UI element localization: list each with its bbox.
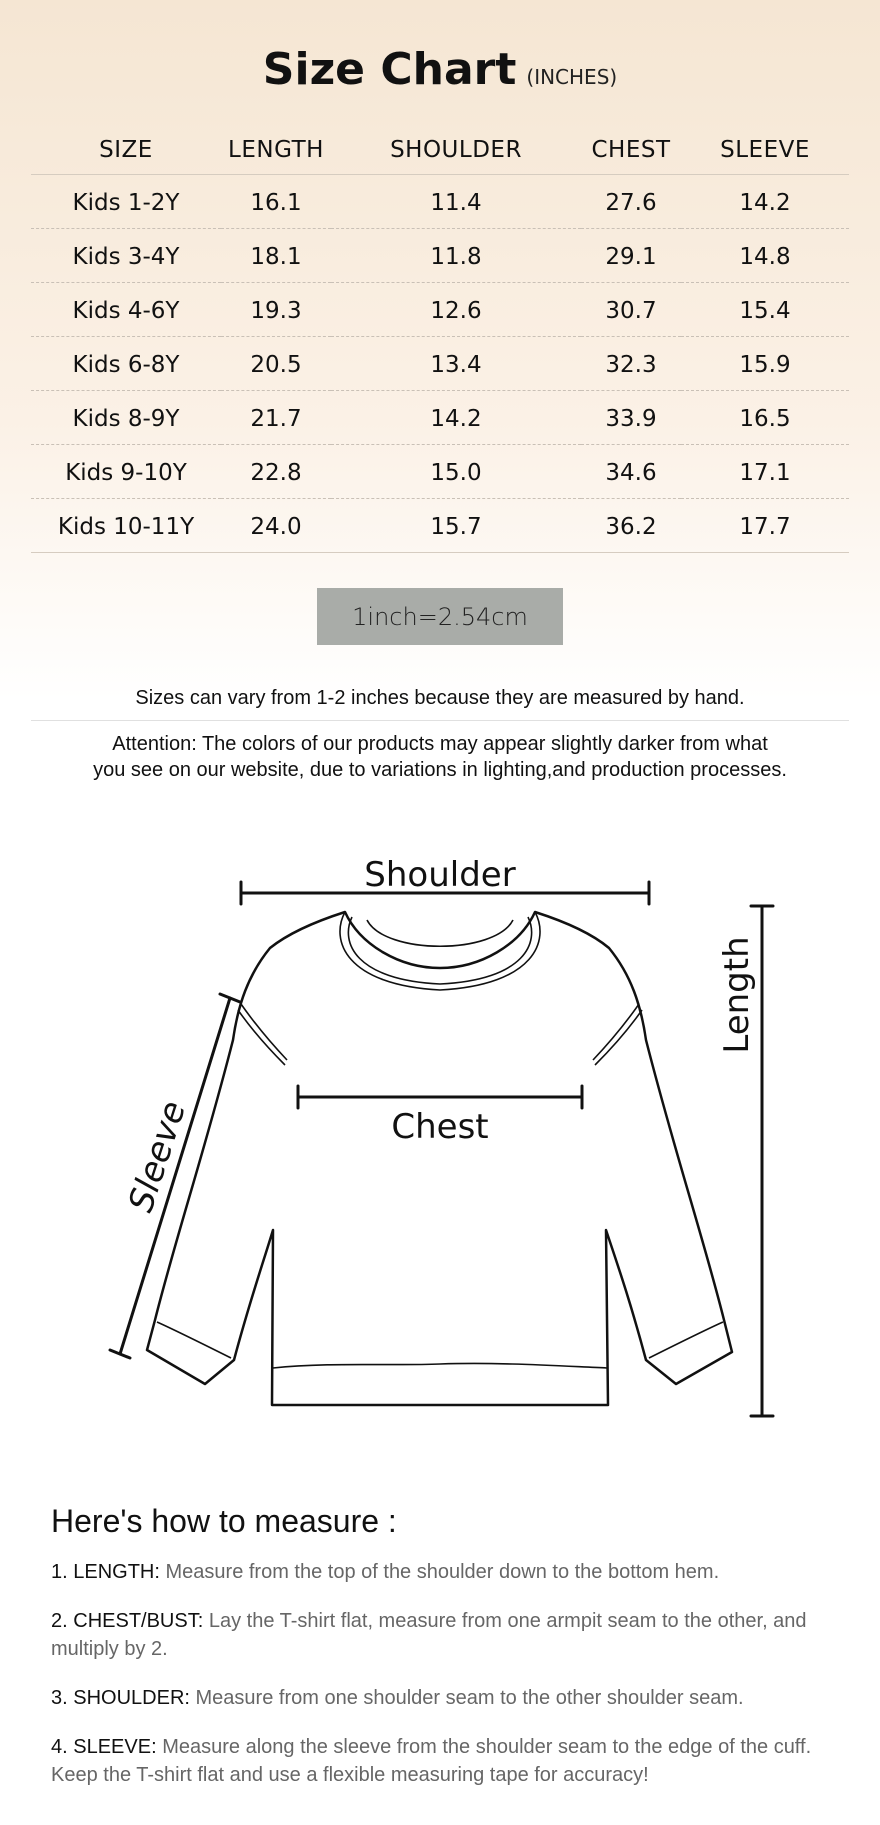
column-header: SHOULDER xyxy=(331,126,581,174)
howto-number: 2. xyxy=(51,1610,68,1632)
length-cell: 19.3 xyxy=(221,282,331,336)
howto-item-length xyxy=(51,1558,841,1586)
sleeve-label: Sleeve xyxy=(120,1096,195,1217)
shoulder-label: Shoulder xyxy=(364,855,516,895)
shoulder-cell: 14.2 xyxy=(331,390,581,444)
howto-text: Measure from the top of the shoulder down to the bottom hem. xyxy=(165,1561,720,1583)
howto-text: Lay the T-shirt flat, measure from one armpit seam to the other, and multiply by 2. xyxy=(51,1610,807,1660)
howto-list xyxy=(51,1558,841,1810)
howto-item-shoulder xyxy=(51,1684,841,1712)
chest-cell: 33.9 xyxy=(581,390,681,444)
howto-item-chest xyxy=(51,1607,841,1663)
collar-neckline xyxy=(367,920,513,946)
size-cell: Kids 10-11Y xyxy=(31,498,221,552)
sleeve-cell: 15.4 xyxy=(681,282,849,336)
length-cell: 16.1 xyxy=(221,174,331,228)
chest-cell: 36.2 xyxy=(581,498,681,552)
sweatshirt-outline xyxy=(147,912,732,1405)
howto-key: SLEEVE: xyxy=(73,1736,157,1758)
howto-key: SHOULDER: xyxy=(73,1687,190,1709)
length-cell: 21.7 xyxy=(221,390,331,444)
sleeve-cell: 17.7 xyxy=(681,498,849,552)
howto-key: CHEST/BUST: xyxy=(73,1610,204,1632)
howto-text: Measure along the sleeve from the shoulder seam to the edge of the cuff. Keep the T-shirt flat and use a flexible measuring tape for accuracy! xyxy=(51,1736,812,1786)
length-label: Length xyxy=(717,936,757,1054)
howto-number: 3. xyxy=(51,1687,68,1709)
shoulder-cell: 12.6 xyxy=(331,282,581,336)
howto-number: 4. xyxy=(51,1736,68,1758)
howto-item-sleeve xyxy=(51,1733,841,1789)
chest-cell: 29.1 xyxy=(581,228,681,282)
sleeve-cell: 16.5 xyxy=(681,390,849,444)
attention-line-1: Attention: The colors of our products may appear slightly darker from what xyxy=(112,733,768,755)
shoulder-cell: 15.0 xyxy=(331,444,581,498)
sleeve-cell: 14.2 xyxy=(681,174,849,228)
chest-cell: 32.3 xyxy=(581,336,681,390)
size-cell: Kids 8-9Y xyxy=(31,390,221,444)
shoulder-cell: 13.4 xyxy=(331,336,581,390)
length-cell: 24.0 xyxy=(221,498,331,552)
size-cell: Kids 6-8Y xyxy=(31,336,221,390)
column-header: SIZE xyxy=(31,126,221,174)
length-cell: 18.1 xyxy=(221,228,331,282)
shoulder-cell: 15.7 xyxy=(331,498,581,552)
howto-title: Here's how to measure : xyxy=(51,1503,397,1539)
howto-key: LENGTH: xyxy=(73,1561,160,1583)
shoulder-cell: 11.4 xyxy=(331,174,581,228)
sleeve-cell: 17.1 xyxy=(681,444,849,498)
size-cell: Kids 1-2Y xyxy=(31,174,221,228)
size-cell: Kids 3-4Y xyxy=(31,228,221,282)
length-cell: 20.5 xyxy=(221,336,331,390)
chest-cell: 27.6 xyxy=(581,174,681,228)
howto-text: Measure from one shoulder seam to the other shoulder seam. xyxy=(195,1687,744,1709)
size-cell: Kids 9-10Y xyxy=(31,444,221,498)
shoulder-cell: 11.8 xyxy=(331,228,581,282)
chest-cell: 30.7 xyxy=(581,282,681,336)
column-header: LENGTH xyxy=(221,126,331,174)
length-cell: 22.8 xyxy=(221,444,331,498)
sleeve-cell: 14.8 xyxy=(681,228,849,282)
size-cell: Kids 4-6Y xyxy=(31,282,221,336)
conversion-badge: 1inch=2.54cm xyxy=(317,588,563,645)
chest-cell: 34.6 xyxy=(581,444,681,498)
sleeve-cell: 15.9 xyxy=(681,336,849,390)
column-header: CHEST xyxy=(581,126,681,174)
howto-number: 1. xyxy=(51,1561,68,1583)
column-header: SLEEVE xyxy=(681,126,849,174)
page-title: Size Chart xyxy=(262,44,517,95)
attention-line-2: you see on our website, due to variations in lighting,and production processes. xyxy=(93,759,787,781)
chest-label: Chest xyxy=(391,1107,489,1147)
unit-label: (INCHES) xyxy=(526,65,618,89)
variance-note: Sizes can vary from 1-2 inches because they are measured by hand. xyxy=(135,687,745,709)
